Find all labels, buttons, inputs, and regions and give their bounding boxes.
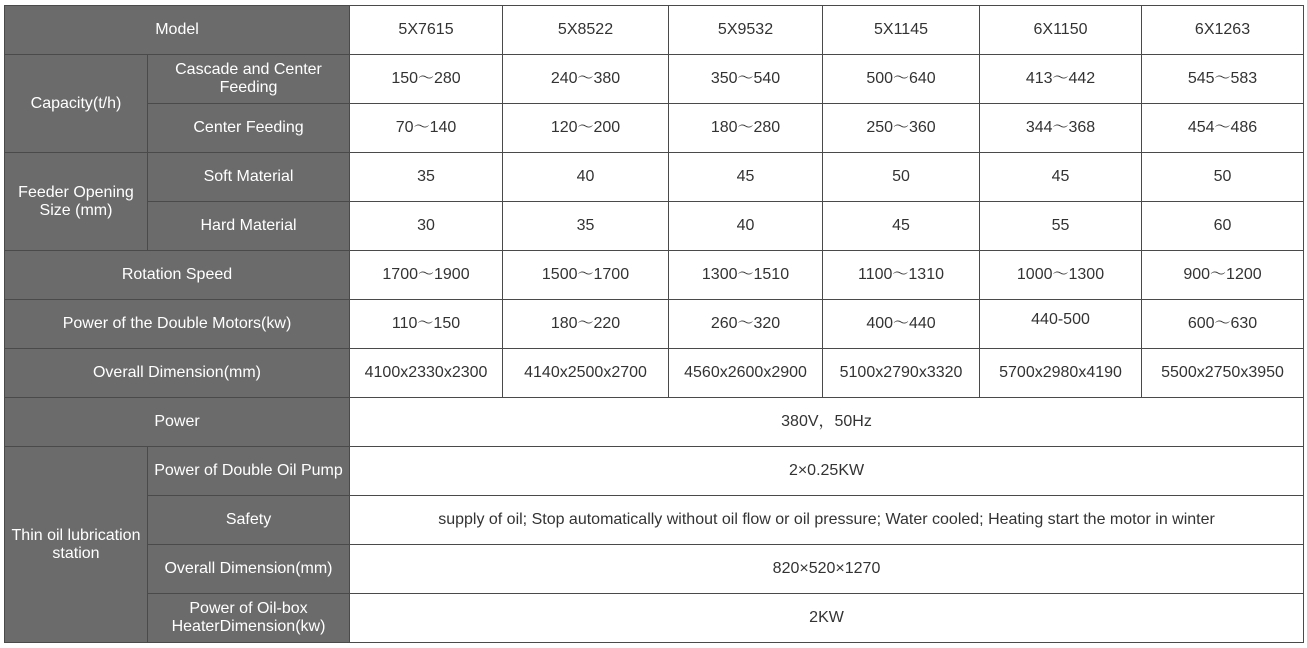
capacity-cell: 413～442 <box>980 55 1142 104</box>
rotation-cell: 1500～1700 <box>503 251 669 300</box>
capacity-cell: 70～140 <box>350 104 503 153</box>
capacity-cell: 454～486 <box>1142 104 1304 153</box>
feeder-hard-row <box>5 202 1304 251</box>
model-cell: 5X9532 <box>669 6 823 55</box>
dimension-cell: 4140x2500x2700 <box>503 349 669 398</box>
feeder-cell: 45 <box>669 153 823 202</box>
capacity-cascade-row <box>5 55 1304 104</box>
soft-material-label: Soft Material <box>148 153 350 202</box>
oil-pump-value: 2×0.25KW <box>350 447 1304 496</box>
capacity-cell: 180～280 <box>669 104 823 153</box>
heater-row <box>5 594 1304 643</box>
motors-cell: 400～440 <box>823 300 980 349</box>
safety-row <box>5 496 1304 545</box>
model-cell: 6X1150 <box>980 6 1142 55</box>
heater-value: 2KW <box>350 594 1304 643</box>
feeder-opening-label: Feeder Opening Size (mm) <box>5 153 148 251</box>
model-cell: 6X1263 <box>1142 6 1304 55</box>
feeder-cell: 35 <box>503 202 669 251</box>
motors-power-label: Power of the Double Motors(kw) <box>5 300 350 349</box>
feeder-cell: 45 <box>980 153 1142 202</box>
rotation-speed-row <box>5 251 1304 300</box>
model-label: Model <box>5 6 350 55</box>
dimension-cell: 4100x2330x2300 <box>350 349 503 398</box>
capacity-center-row <box>5 104 1304 153</box>
oil-pump-label: Power of Double Oil Pump <box>148 447 350 496</box>
heater-label: Power of Oil-box HeaterDimension(kw) <box>148 594 350 643</box>
motors-cell: 180～220 <box>503 300 669 349</box>
capacity-cell: 150～280 <box>350 55 503 104</box>
motors-cell: 260～320 <box>669 300 823 349</box>
model-cell: 5X7615 <box>350 6 503 55</box>
power-value: 380V，50Hz <box>350 398 1304 447</box>
feeder-cell: 35 <box>350 153 503 202</box>
model-cell: 5X8522 <box>503 6 669 55</box>
cascade-feeding-label: Cascade and Center Feeding <box>148 55 350 104</box>
feeder-soft-row <box>5 153 1304 202</box>
feeder-cell: 50 <box>1142 153 1304 202</box>
motors-power-row <box>5 300 1304 349</box>
motors-cell: 110～150 <box>350 300 503 349</box>
power-label: Power <box>5 398 350 447</box>
capacity-cell: 545～583 <box>1142 55 1304 104</box>
feeder-cell: 40 <box>669 202 823 251</box>
capacity-cell: 500～640 <box>823 55 980 104</box>
feeder-cell: 40 <box>503 153 669 202</box>
dimension-cell: 5700x2980x4190 <box>980 349 1142 398</box>
lubrication-station-label: Thin oil lubrication station <box>5 447 148 643</box>
rotation-cell: 1100～1310 <box>823 251 980 300</box>
station-dimension-value: 820×520×1270 <box>350 545 1304 594</box>
capacity-cell: 120～200 <box>503 104 669 153</box>
safety-label: Safety <box>148 496 350 545</box>
capacity-label: Capacity(t/h) <box>5 55 148 153</box>
capacity-cell: 250～360 <box>823 104 980 153</box>
feeder-cell: 60 <box>1142 202 1304 251</box>
model-row <box>5 6 1304 55</box>
hard-material-label: Hard Material <box>148 202 350 251</box>
safety-value: supply of oil; Stop automatically without oil flow or oil pressure; Water cooled; Heating start the motor in winter <box>350 496 1304 545</box>
dimension-cell: 5100x2790x3320 <box>823 349 980 398</box>
feeder-cell: 30 <box>350 202 503 251</box>
capacity-cell: 240～380 <box>503 55 669 104</box>
center-feeding-label: Center Feeding <box>148 104 350 153</box>
overall-dimension-label: Overall Dimension(mm) <box>5 349 350 398</box>
rotation-speed-label: Rotation Speed <box>5 251 350 300</box>
rotation-cell: 900～1200 <box>1142 251 1304 300</box>
overall-dimension-row <box>5 349 1304 398</box>
rotation-cell: 1000～1300 <box>980 251 1142 300</box>
feeder-cell: 45 <box>823 202 980 251</box>
specification-table <box>4 5 1304 643</box>
rotation-cell: 1300～1510 <box>669 251 823 300</box>
motors-cell: 440-500 <box>980 300 1142 349</box>
model-cell: 5X1145 <box>823 6 980 55</box>
dimension-cell: 4560x2600x2900 <box>669 349 823 398</box>
power-row <box>5 398 1304 447</box>
motors-cell: 600～630 <box>1142 300 1304 349</box>
rotation-cell: 1700～1900 <box>350 251 503 300</box>
capacity-cell: 350～540 <box>669 55 823 104</box>
feeder-cell: 55 <box>980 202 1142 251</box>
station-dimension-row <box>5 545 1304 594</box>
feeder-cell: 50 <box>823 153 980 202</box>
station-dimension-label: Overall Dimension(mm) <box>148 545 350 594</box>
dimension-cell: 5500x2750x3950 <box>1142 349 1304 398</box>
oil-pump-row <box>5 447 1304 496</box>
capacity-cell: 344～368 <box>980 104 1142 153</box>
